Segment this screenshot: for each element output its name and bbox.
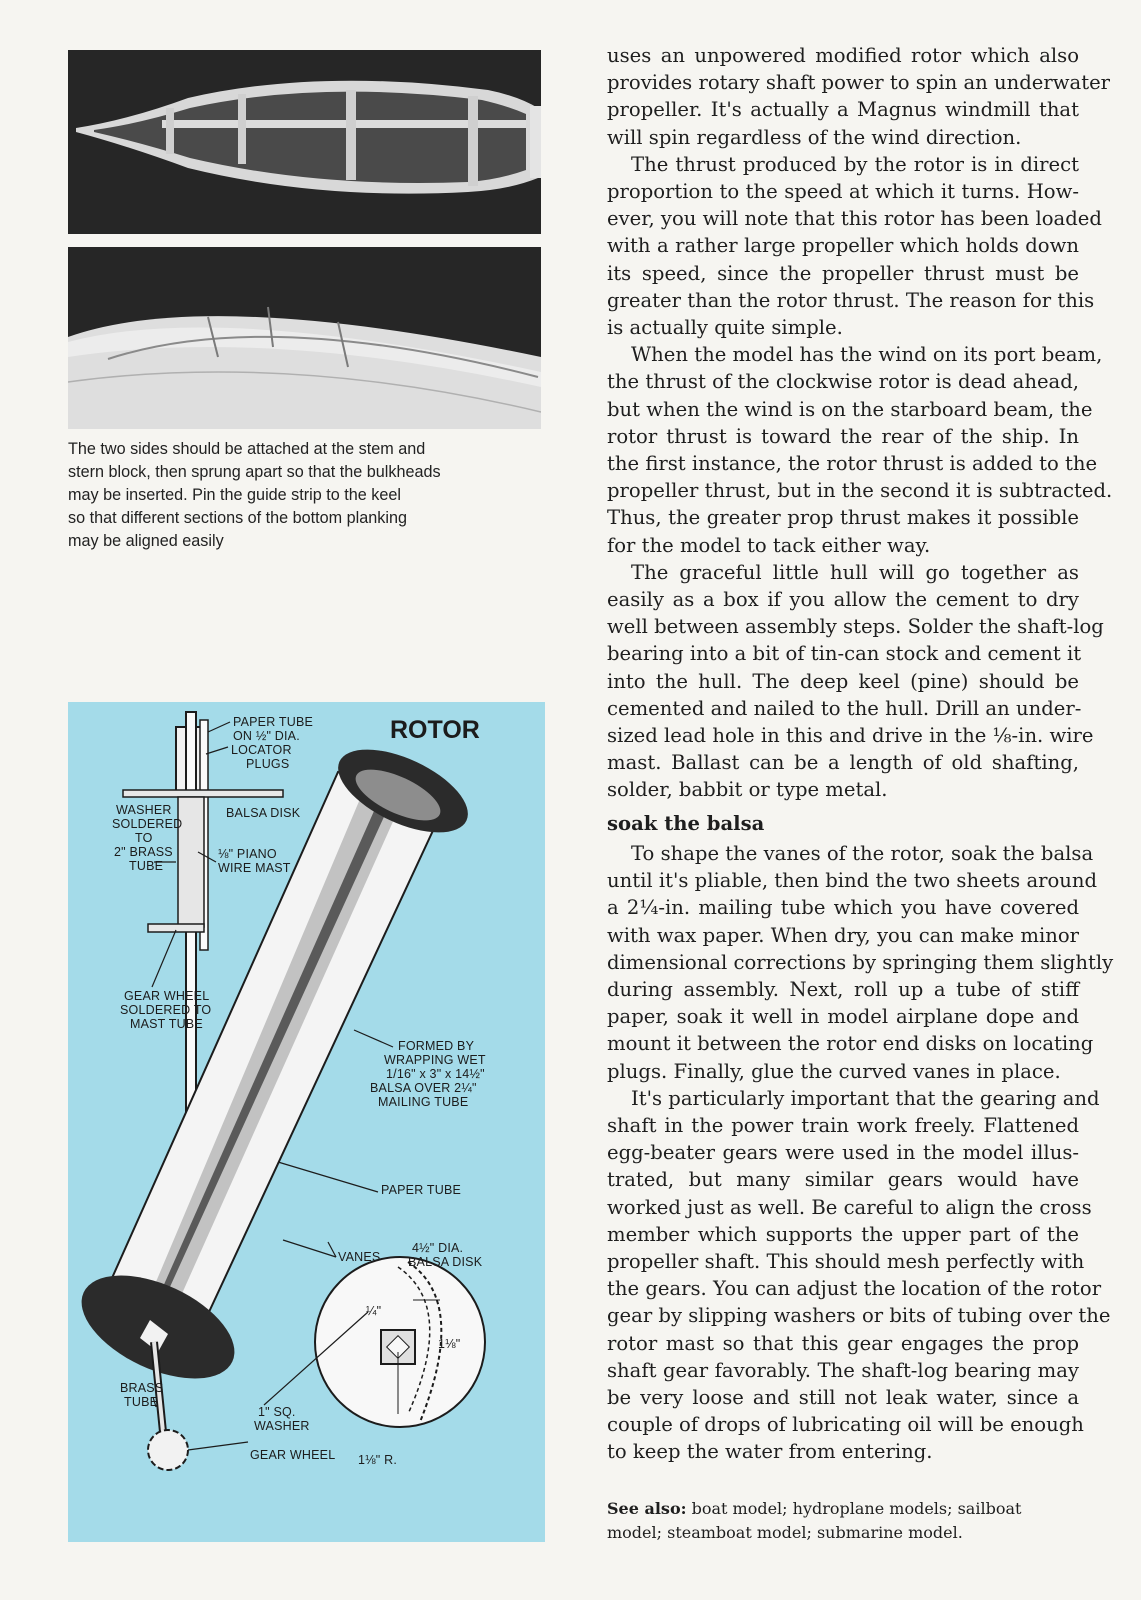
body-line: the thrust of the clockwise rotor is dead ahead,: [607, 370, 1079, 394]
body-line: to keep the water from entering.: [607, 1440, 933, 1464]
hull-top-view-photo: [68, 50, 541, 234]
label-formed-mailing: MAILING TUBE: [378, 1095, 469, 1109]
body-line: couple of drops of lubricating oil will be enough: [607, 1413, 1084, 1437]
body-line: proportion to the speed at which it turns. How-: [607, 180, 1079, 204]
body-line: It's particularly important that the gearing and: [631, 1086, 1100, 1110]
body-line: cemented and nailed to the hull. Drill an under-: [607, 696, 1082, 720]
caption-line: so that different sections of the bottom planking: [68, 509, 407, 527]
body-line: its speed, since the propeller thrust must be: [607, 261, 1079, 285]
body-line: gear by slipping washers or bits of tubing over the: [607, 1304, 1111, 1328]
body-line: To shape the vanes of the rotor, soak the balsa: [631, 841, 1094, 865]
body-line: during assembly. Next, roll up a tube of stiff: [607, 977, 1079, 1001]
body-line: propeller shaft. This should mesh perfectly with: [607, 1249, 1085, 1273]
body-line: shaft gear favorably. The shaft-log bearing may: [607, 1358, 1079, 1382]
label-dim-quarter: ¼": [366, 1304, 382, 1318]
body-line: a 2¼-in. mailing tube which you have covered: [607, 896, 1079, 920]
body-line: with a rather large propeller which holds down: [607, 234, 1079, 258]
body-line: Thus, the greater prop thrust makes it possible: [607, 506, 1079, 530]
label-gear-mast-tube: MAST TUBE: [130, 1017, 203, 1031]
label-piano-wire: ⅛" PIANO: [218, 847, 277, 861]
caption-line: The two sides should be attached at the stem and: [68, 440, 426, 458]
label-washer-to: TO: [135, 831, 153, 845]
label-sq-washer-2: WASHER: [254, 1419, 310, 1433]
body-line: the gears. You can adjust the location of the rotor: [607, 1277, 1102, 1301]
body-line: plugs. Finally, glue the curved vanes in place.: [607, 1059, 1061, 1083]
label-washer-soldered: SOLDERED: [112, 817, 183, 831]
label-vanes: VANES: [338, 1250, 381, 1264]
body-line: shaft in the power train work freely. Flattened: [607, 1113, 1079, 1137]
body-line: bearing into a bit of tin-can stock and cement it: [607, 642, 1082, 666]
body-line: solder, babbit or type metal.: [607, 778, 888, 802]
body-line: will spin regardless of the wind direction.: [607, 125, 1022, 149]
label-dim-eighth: 1⅛": [438, 1337, 461, 1351]
label-formed-size: 1/16" x 3" x 14½": [386, 1067, 485, 1081]
label-washer-tube: TUBE: [129, 859, 164, 873]
diagram-title: ROTOR: [390, 716, 480, 744]
body-line: ever, you will note that this rotor has been loaded: [607, 207, 1102, 231]
label-paper-tube: PAPER TUBE: [233, 715, 314, 729]
section-heading: soak the balsa: [607, 811, 765, 835]
label-brass: BRASS: [120, 1381, 164, 1395]
see-also-line-2: model; steamboat model; submarine model.: [607, 1523, 963, 1542]
label-piano-wire-mast: WIRE MAST: [218, 861, 291, 875]
body-line: When the model has the wind on its port beam,: [631, 343, 1103, 367]
article-body: [607, 42, 1114, 1466]
body-line: easily as a box if you allow the cement to dry: [607, 588, 1079, 612]
balsa-disk-top: [123, 790, 283, 797]
label-paper-tube-lower: PAPER TUBE: [381, 1183, 462, 1197]
gear-wheel-bottom: [148, 1430, 188, 1470]
body-line: trated, but many similar gears would have: [607, 1168, 1079, 1192]
caption-line: may be inserted. Pin the guide strip to the keel: [68, 486, 401, 504]
body-line: the first instance, the rotor thrust is added to the: [607, 452, 1098, 476]
label-locator-plugs: PLUGS: [246, 757, 290, 771]
body-line: member which supports the upper part of the: [607, 1222, 1079, 1246]
see-also: [607, 1497, 1079, 1545]
see-also-label: See also:: [607, 1499, 687, 1518]
photo-caption: [68, 438, 538, 553]
caption-line: may be aligned easily: [68, 532, 224, 550]
see-also-line-1: boat model; hydroplane models; sailboat: [691, 1499, 1022, 1518]
body-line: well between assembly steps. Solder the shaft-log: [607, 615, 1104, 639]
body-line: into the hull. The deep keel (pine) should be: [607, 669, 1079, 693]
body-line: provides rotary shaft power to spin an underwater: [607, 71, 1111, 95]
body-line: be very loose and still not leak water, since a: [607, 1385, 1079, 1409]
body-line: paper, soak it well in model airplane dope and: [607, 1005, 1079, 1029]
body-line: rotor mast so that this gear engages the prop: [607, 1331, 1079, 1355]
caption-line: stern block, then sprung apart so that the bulkheads: [68, 463, 441, 481]
body-line: propeller thrust, but in the second it is subtracted.: [607, 479, 1113, 503]
label-washer: WASHER: [116, 803, 172, 817]
body-line: but when the wind is on the starboard beam, the: [607, 397, 1093, 421]
label-disk-balsa: BALSA DISK: [408, 1255, 483, 1269]
body-line: mount it between the rotor end disks on locating: [607, 1032, 1094, 1056]
body-line: greater than the rotor thrust. The reason for this: [607, 288, 1095, 312]
label-sq-washer: 1" SQ.: [258, 1405, 296, 1419]
label-washer-brass: 2" BRASS: [114, 845, 173, 859]
body-line: The graceful little hull will go together as: [631, 560, 1079, 584]
body-line: is actually quite simple.: [607, 316, 843, 340]
label-locator: LOCATOR: [231, 743, 292, 757]
body-line: mast. Ballast can be a length of old shafting,: [607, 751, 1079, 775]
body-line: sized lead hole in this and drive in the ⅛-in. wire: [607, 724, 1094, 748]
body-line: dimensional corrections by springing them slightly: [607, 950, 1114, 974]
label-dim-radius: 1⅛" R.: [358, 1453, 397, 1467]
rotor-diagram: [68, 702, 545, 1542]
body-line: until it's pliable, then bind the two sheets around: [607, 869, 1098, 893]
body-line: with wax paper. When dry, you can make minor: [607, 923, 1079, 947]
body-line: worked just as well. Be careful to align the cross: [607, 1195, 1092, 1219]
body-line: rotor thrust is toward the rear of the ship. In: [607, 424, 1079, 448]
hull-side-view-photo: [68, 247, 541, 429]
body-line: The thrust produced by the rotor is in direct: [631, 152, 1079, 176]
label-formed-balsa: BALSA OVER 2¼": [370, 1081, 477, 1095]
label-gear-wheel: GEAR WHEEL: [124, 989, 210, 1003]
body-line: egg-beater gears were used in the model illus-: [607, 1141, 1079, 1165]
label-formed-by: FORMED BY: [398, 1039, 475, 1053]
label-gear-soldered: SOLDERED TO: [120, 1003, 212, 1017]
label-gear-wheel-bottom: GEAR WHEEL: [250, 1448, 336, 1462]
label-brass-tube: TUBE: [124, 1395, 159, 1409]
body-line: propeller. It's actually a Magnus windmill that: [607, 98, 1079, 122]
label-balsa-disk: BALSA DISK: [226, 806, 301, 820]
body-line: uses an unpowered modified rotor which also: [607, 44, 1079, 67]
body-line: for the model to tack either way.: [607, 533, 931, 557]
label-disk-dia: 4½" DIA.: [412, 1241, 464, 1255]
label-formed-wrapping: WRAPPING WET: [384, 1053, 486, 1067]
label-paper-tube-dia: ON ½" DIA.: [233, 729, 300, 743]
